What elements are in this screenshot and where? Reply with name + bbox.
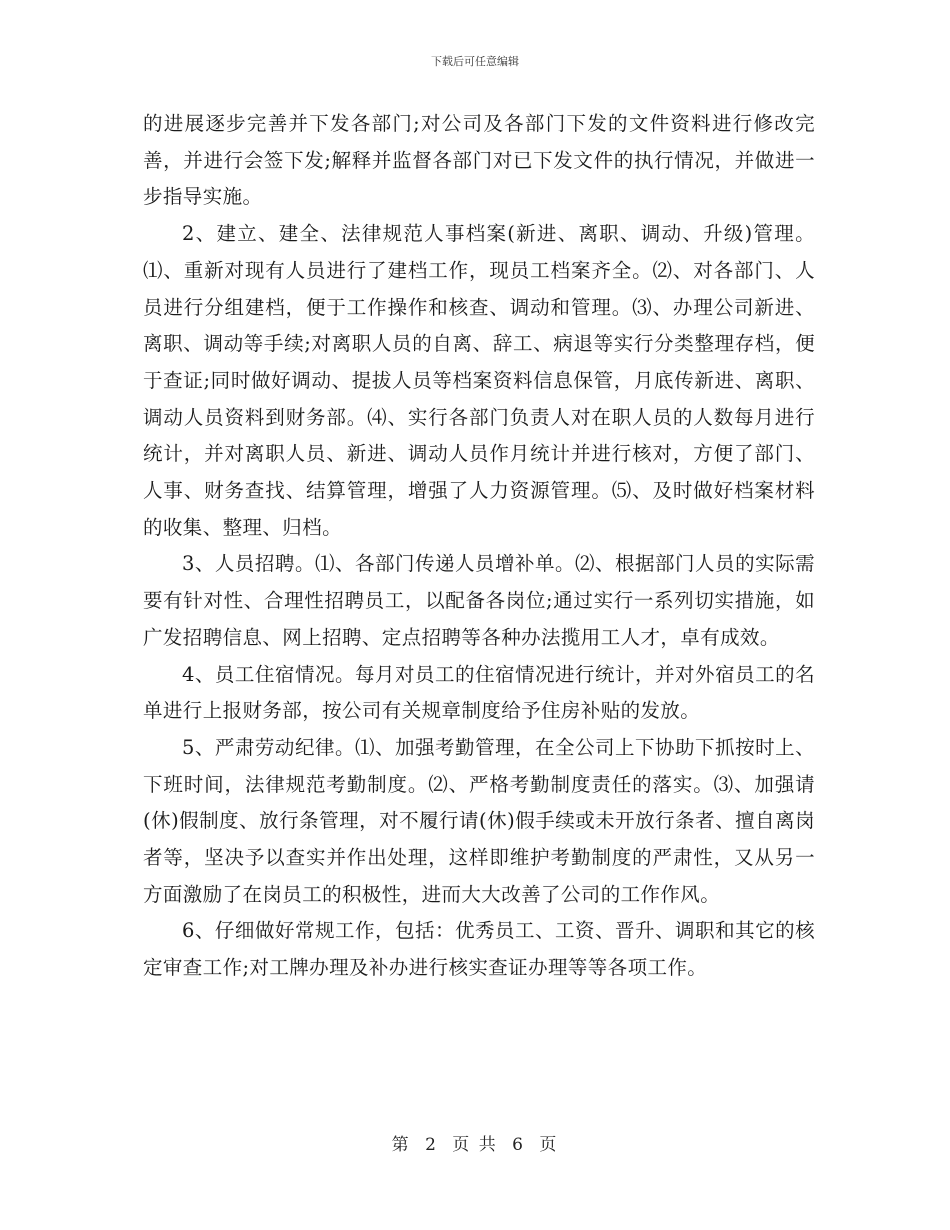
paragraph-continuation: 的进展逐步完善并下发各部门;对公司及各部门下发的文件资料进行修改完善，并进行会签下发;解释并监督各部门对已下发文件的执行情况，并做进一步指导实施。 xyxy=(143,112,815,209)
footer-suffix: 页 xyxy=(539,1135,559,1155)
footer-middle: 页 共 xyxy=(452,1135,498,1155)
paragraph-item-4: 4、员工住宿情况。每月对员工的住宿情况进行统计，并对外宿员工的名单进行上报财务部，按公司有关规章制度给予住房补贴的发放。 xyxy=(143,662,815,723)
paragraph-item-6: 6、仔细做好常规工作，包括：优秀员工、工资、晋升、调职和其它的核定审查工作;对工牌办理及补办进行核实查证办理等等各项工作。 xyxy=(143,919,815,980)
document-body xyxy=(143,106,815,987)
footer-prefix: 第 xyxy=(391,1135,411,1155)
paragraph-item-3: 3、人员招聘。⑴、各部门传递人员增补单。⑵、根据部门人员的实际需要有针对性、合理性招聘员工，以配备各岗位;通过实行一系列切实措施，如广发招聘信息、网上招聘、定点招聘等各种办法揽用工人才，卓有成效。 xyxy=(143,552,815,649)
page-footer xyxy=(0,1130,950,1155)
header-note: 下载后可任意编辑 xyxy=(431,55,519,68)
footer-page-number: 2 xyxy=(425,1135,438,1155)
paragraph-item-5: 5、严肃劳动纪律。⑴、加强考勤管理，在全公司上下协助下抓按时上、下班时间，法律规范考勤制度。⑵、严格考勤制度责任的落实。⑶、加强请(休)假制度、放行条管理，对不履行请(休)假手续或未开放行条者、擅自离岗者等，坚决予以查实并作出处理，这样即维护考勤制度的严肃性，又从另一方面激励了在岗员工的积极性，进而大大改善了公司的工作作风。 xyxy=(143,735,815,906)
footer-total-pages: 6 xyxy=(512,1135,525,1155)
paragraph-item-2: 2、建立、建全、法律规范人事档案(新进、离职、调动、升级)管理。⑴、重新对现有人员进行了建档工作，现员工档案齐全。⑵、对各部门、人员进行分组建档，便于工作操作和核查、调动和管理。⑶、办理公司新进、离职、调动等手续;对离职人员的自离、辞工、病退等实行分类整理存档，便于查证;同时做好调动、提拔人员等档案资料信息保管，月底传新进、离职、调动人员资料到财务部。⑷、实行各部门负责人对在职人员的人数每月进行统计，并对离职人员、新进、调动人员作月统计并进行核对，方便了部门、人事、财务查找、结算管理，增强了人力资源管理。⑸、及时做好档案材料的收集、整理、归档。 xyxy=(143,222,815,539)
